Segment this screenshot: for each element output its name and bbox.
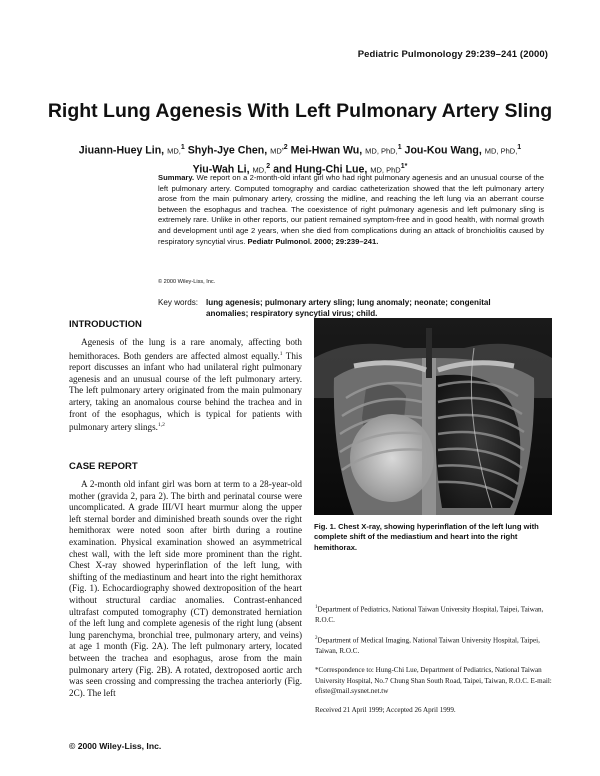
- author-name: Jou-Kou Wang,: [404, 144, 482, 157]
- author-degree: MD, PhD,: [365, 146, 398, 156]
- figure-caption: [314, 522, 552, 553]
- footer-copyright: © 2000 Wiley-Liss, Inc.: [69, 741, 162, 751]
- author-name: Yiu-Wah Li,: [192, 163, 250, 176]
- author-list: [60, 140, 540, 177]
- author-affil: 1: [397, 144, 402, 151]
- author-affil: 1: [517, 144, 522, 151]
- author-conjunction: and: [273, 163, 292, 176]
- keywords: [158, 297, 546, 319]
- affiliation-2: [315, 634, 552, 656]
- author-affil: ,2: [281, 144, 288, 151]
- author-degree: MD, PhD,: [484, 146, 518, 156]
- keywords-line: anomalies; respiratory syncytial virus; child.: [206, 309, 378, 318]
- chest-xray-figure: [314, 318, 552, 515]
- paragraph-text: This report discusses an infant who had unilateral right pulmonary agenesis and an unusual course of the left pulmonary artery. The left pulmonary artery originated from the main pulmonary artery, taking an anomalous course behind the trachea and in front of the esophagus, which is typical for patients with pulmonary artery slings.: [69, 350, 303, 433]
- author-affil: 1*: [400, 162, 408, 170]
- keywords-label: Key words:: [158, 298, 199, 307]
- author-affil: 1: [180, 144, 185, 151]
- author-degree: MD,: [167, 146, 181, 156]
- author-name: Hung-Chi Lue,: [294, 163, 368, 176]
- author-affil: 2: [266, 162, 271, 170]
- article-title: Right Lung Agenesis With Left Pulmonary Artery Sling: [47, 100, 553, 122]
- abstract-text: We report on a 2-month-old infant girl who had right pulmonary agenesis and an unusual course of the left pulmonary artery. Computed tomography and cardiac catheterization showed that the left pulmonary artery arose from the main pulmonary artery, crossing the midline, and reaching the left lung via an aberrant course between the esophagus and trachea. The coexistence of right pulmonary agenesis and left pulmonary sling is extremely rare. Unlike in other reports, our patient remained symptom-free and in good health, with normal growth and development until age 2 years, when she died from complications during an attack of bronchiolitis caused by respiratory syncytial virus.: [158, 173, 544, 246]
- abstract: [158, 173, 544, 247]
- author-degree: MD,: [252, 165, 267, 175]
- author-name: Jiuann-Huey Lin,: [78, 144, 165, 157]
- author-degree: MD: [270, 146, 282, 156]
- affiliation-text: Department of Medical Imaging, National Taiwan University Hospital, Taipei, Taiwan, R.O.C.: [315, 636, 540, 655]
- affiliation-mark: 2: [315, 636, 318, 641]
- chest-xray-image: [314, 318, 552, 515]
- introduction-paragraph: [69, 337, 302, 434]
- author-name: Mei-Hwan Wu,: [290, 144, 363, 157]
- correspondence: *Correspondence to: Hung-Chi Lue, Department of Pediatrics, National Taiwan University Hospital, No.7 Chung Shan South Road, Taipei, Taiwan, R.O.C. E-mail: efiste@mail.sysnet.net.tw: [315, 666, 552, 695]
- paragraph-text: Agenesis of the lung is a rare anomaly, affecting both hemithoraces. Both genders are affected almost equally.: [69, 337, 302, 361]
- reference-mark: 1,2: [157, 422, 165, 429]
- journal-citation: Pediatric Pulmonology 29:239–241 (2000): [357, 49, 548, 60]
- reference-mark: 1: [279, 350, 283, 357]
- author-name: Shyh-Jye Chen,: [187, 144, 268, 157]
- abstract-copyright: © 2000 Wiley-Liss, Inc.: [158, 279, 216, 285]
- keywords-line: lung agenesis; pulmonary artery sling; lung anomaly; neonate; congenital: [206, 298, 491, 307]
- abstract-label: Summary.: [158, 173, 195, 182]
- figure-label: Fig. 1.: [314, 522, 336, 531]
- affiliation-1: [315, 603, 552, 625]
- affiliation-mark: 1: [315, 605, 318, 610]
- figure-caption-text: Chest X-ray, showing hyperinflation of the left lung with complete shift of the mediastium and heart into the right hemithorax.: [314, 522, 539, 552]
- section-heading-case-report: CASE REPORT: [69, 461, 138, 472]
- case-report-paragraph: A 2-month old infant girl was born at term to a 28-year-old mother (gravida 2, para 2). The birth and perinatal course were uncomplicated. A grade III/VI heart murmur along the upper left sternal border and diminished breath sounds over the right hemithorax were noted soon after birth during a routine examination. Physical examination showed an asymmetrical chest wall, with the left side more prominent than the right. Chest X-ray showed hyperinflation of the left lung, with shifting of the mediastinum and heart into the right hemithorax (Fig. 1). Echocardiography showed dextroposition of the heart without structural cardiac anomalies. Contrast-enhanced ultrafast computed tomography (CT) demonstrated herniation of the left lung and complete agenesis of the right lung (absent lung parenchyma, bronchial tree, pulmonary artery, and veins) at age 1 month (Fig. 2A). The left pulmonary artery, located between the trachea and esophagus, arose from the main pulmonary artery (Fig. 2B). A rotated, dextroposed aortic arch was seen crossing and compressing the trachea anteriorly (Fig. 2C). The left: [69, 479, 302, 698]
- affiliation-text: Department of Pediatrics, National Taiwan University Hospital, Taipei, Taiwan, R.O.C.: [315, 605, 544, 624]
- section-heading-introduction: INTRODUCTION: [69, 319, 142, 330]
- abstract-citation: Pediatr Pulmonol. 2000; 29:239–241.: [247, 236, 379, 246]
- author-degree: MD, PhD: [370, 165, 401, 175]
- received-dates: Received 21 April 1999; Accepted 26 April 1999.: [315, 706, 456, 714]
